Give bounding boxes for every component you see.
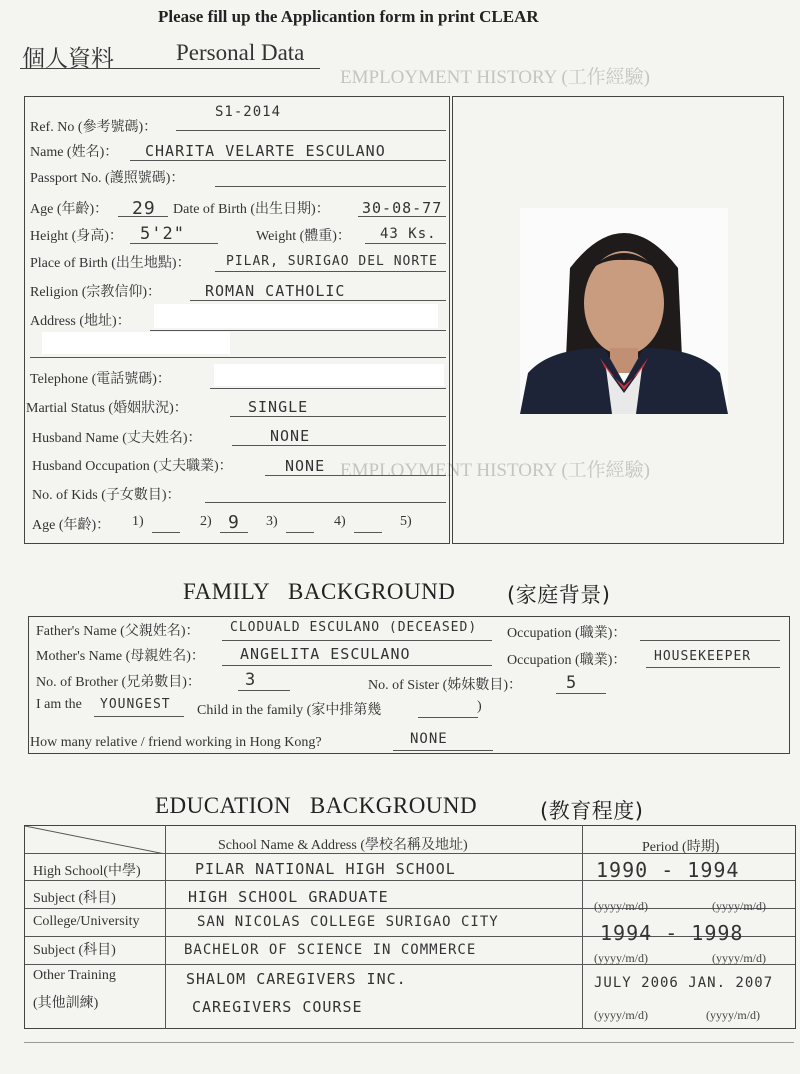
mother-occ-value: HOUSEKEEPER	[654, 649, 752, 664]
kid-age-4-label: 4)	[334, 514, 346, 529]
husband-name-label: Husband Name (丈夫姓名)：	[32, 431, 202, 446]
father-line	[222, 640, 492, 641]
child-close: )	[477, 699, 482, 714]
height-value: 5'2"	[140, 224, 185, 244]
education-row-line	[25, 964, 795, 965]
age-value: 29	[132, 198, 156, 219]
kid-age-1-line	[152, 532, 180, 533]
edu-row-period-end: (yyyy/m/d)	[712, 899, 766, 913]
father-label: Father's Name (父親姓名)：	[36, 624, 200, 639]
edu-row-value: SHALOM CAREGIVERS INC.	[186, 970, 407, 988]
dob-label: Date of Birth (出生日期)：	[173, 202, 330, 217]
name-line	[130, 160, 446, 161]
dob-value: 30-08-77	[362, 199, 443, 217]
ref-label: Ref. No (參考號碼)：	[30, 120, 158, 135]
weight-line	[365, 243, 446, 244]
relative-value: NONE	[410, 731, 448, 747]
applicant-photo	[520, 208, 728, 414]
edu-row-period-end: (yyyy/m/d)	[712, 951, 766, 965]
iam-value: YOUNGEST	[100, 697, 171, 712]
age-label: Age (年齡)：	[30, 202, 109, 217]
husband-occ-line	[265, 475, 446, 476]
education-col-divider-1	[165, 825, 166, 1029]
kid-age-4-line	[354, 532, 382, 533]
edu-row-label: Other Training	[33, 968, 116, 983]
husband-occ-label: Husband Occupation (丈夫職業)：	[32, 459, 233, 474]
education-heading-zh: (教育程度)	[540, 799, 644, 823]
edu-row-period: JULY 2006 JAN. 2007	[594, 975, 774, 991]
form-title: Please fill up the Applicantion form in print CLEAR	[158, 7, 539, 26]
iam-label: I am the	[36, 697, 82, 712]
passport-line	[215, 186, 446, 187]
edu-row-value: HIGH SCHOOL GRADUATE	[188, 888, 389, 906]
passport-label: Passport No. (護照號碼)：	[30, 171, 185, 186]
personal-heading-en: Personal Data	[176, 40, 305, 65]
father-value: CLODUALD ESCULANO (DECEASED)	[230, 620, 478, 635]
father-occ-line	[640, 640, 780, 641]
edu-row-label: Subject (科目)	[33, 891, 116, 906]
mother-line	[222, 665, 492, 666]
edu-row-period-start: (yyyy/m/d)	[594, 1008, 648, 1022]
marital-value: SINGLE	[248, 398, 309, 416]
telephone-line	[210, 388, 446, 389]
kids-line	[205, 502, 446, 503]
edu-row-label: (其他訓練)	[33, 996, 99, 1011]
child-label: Child in the family (家中排第幾	[197, 703, 382, 718]
weight-label: Weight (體重)：	[256, 229, 351, 244]
edu-row-period-end: (yyyy/m/d)	[706, 1008, 760, 1022]
height-line	[130, 243, 218, 244]
mother-label: Mother's Name (母親姓名)：	[36, 649, 205, 664]
religion-value: ROMAN CATHOLIC	[205, 282, 346, 300]
telephone-label: Telephone (電話號碼)：	[30, 372, 171, 387]
mother-occ-line	[646, 667, 780, 668]
mother-value: ANGELITA ESCULANO	[240, 645, 411, 663]
edu-row-value: PILAR NATIONAL HIGH SCHOOL	[195, 860, 456, 878]
child-line	[418, 717, 478, 718]
education-col-divider-2	[582, 825, 583, 1029]
edu-row-period-start: (yyyy/m/d)	[594, 899, 648, 913]
brother-label: No. of Brother (兄弟數目)：	[36, 675, 201, 690]
edu-row-value: BACHELOR OF SCIENCE IN COMMERCE	[184, 942, 477, 958]
col-school-header: School Name & Address (學校名稱及地址)	[218, 838, 468, 853]
kids-age-label: Age (年齡)：	[32, 518, 111, 533]
edu-row-label: College/University	[33, 914, 140, 929]
kid-age-1-label: 1)	[132, 514, 144, 529]
page-bottom-line	[24, 1042, 794, 1043]
ghost-text: EMPLOYMENT HISTORY (工作經驗)	[340, 460, 650, 481]
education-corner-diagonal	[25, 826, 165, 854]
col-period-header: Period (時期)	[642, 840, 720, 855]
kid-age-3-line	[286, 532, 314, 533]
kid-age-2-label: 2)	[200, 514, 212, 529]
iam-line	[94, 716, 184, 717]
marital-line	[230, 416, 446, 417]
husband-name-value: NONE	[270, 427, 311, 445]
father-occ-label: Occupation (職業)：	[507, 626, 627, 641]
edu-row-label: High School(中學)	[33, 864, 141, 879]
edu-row-period: 1994 - 1998	[600, 921, 744, 945]
religion-line	[190, 300, 446, 301]
kid-age-3-label: 3)	[266, 514, 278, 529]
ref-value: S1-2014	[215, 104, 282, 120]
edu-row-period: 1990 - 1994	[596, 858, 740, 882]
religion-label: Religion (宗教信仰)：	[30, 285, 162, 300]
kid-age-5-label: 5)	[400, 514, 412, 529]
husband-occ-value: NONE	[285, 457, 326, 475]
pob-label: Place of Birth (出生地點)：	[30, 256, 191, 271]
dob-line	[358, 216, 446, 217]
pob-value: PILAR, SURIGAO DEL NORTE	[226, 254, 438, 269]
family-heading-zh: (家庭背景)	[507, 583, 611, 607]
sister-value: 5	[566, 673, 578, 693]
edu-row-value: SAN NICOLAS COLLEGE SURIGAO CITY	[197, 914, 499, 930]
name-value: CHARITA VELARTE ESCULANO	[145, 142, 386, 160]
telephone-redaction	[214, 364, 444, 386]
weight-value: 43 Ks.	[380, 226, 437, 242]
address-label: Address (地址)：	[30, 314, 131, 329]
kid-age-2-line	[220, 532, 248, 533]
kids-label: No. of Kids (子女數目)：	[32, 488, 181, 503]
ref-line	[176, 130, 446, 131]
name-label: Name (姓名)：	[30, 145, 119, 160]
education-row-line	[25, 908, 795, 909]
education-heading-en: EDUCATION BACKGROUND	[155, 793, 478, 818]
husband-name-line	[232, 445, 446, 446]
brother-line	[238, 690, 290, 691]
height-label: Height (身高)：	[30, 229, 123, 244]
marital-label: Martial Status (婚姻狀況)：	[26, 401, 188, 416]
kid-age-2-value: 9	[228, 512, 240, 533]
brother-value: 3	[245, 670, 257, 690]
sister-label: No. of Sister (姊妹數目)：	[368, 678, 522, 693]
family-heading-en: FAMILY BACKGROUND	[183, 579, 456, 604]
edu-row-period-start: (yyyy/m/d)	[594, 951, 648, 965]
edu-row-value: CAREGIVERS COURSE	[192, 998, 363, 1016]
address-line-2	[30, 357, 446, 358]
relative-label: How many relative / friend working in Hong Kong?	[30, 735, 322, 750]
personal-heading-underline	[20, 68, 320, 69]
address-redaction	[154, 304, 438, 328]
age-line	[118, 216, 168, 217]
relative-line	[393, 750, 493, 751]
personal-heading-zh: 個人資料	[22, 46, 114, 72]
edu-row-label: Subject (科目)	[33, 943, 116, 958]
pob-line	[215, 271, 446, 272]
sister-line	[556, 693, 606, 694]
address-line-1	[150, 330, 446, 331]
mother-occ-label: Occupation (職業)：	[507, 653, 627, 668]
address-redaction-2	[42, 332, 230, 354]
ghost-text: EMPLOYMENT HISTORY (工作經驗)	[340, 67, 650, 88]
